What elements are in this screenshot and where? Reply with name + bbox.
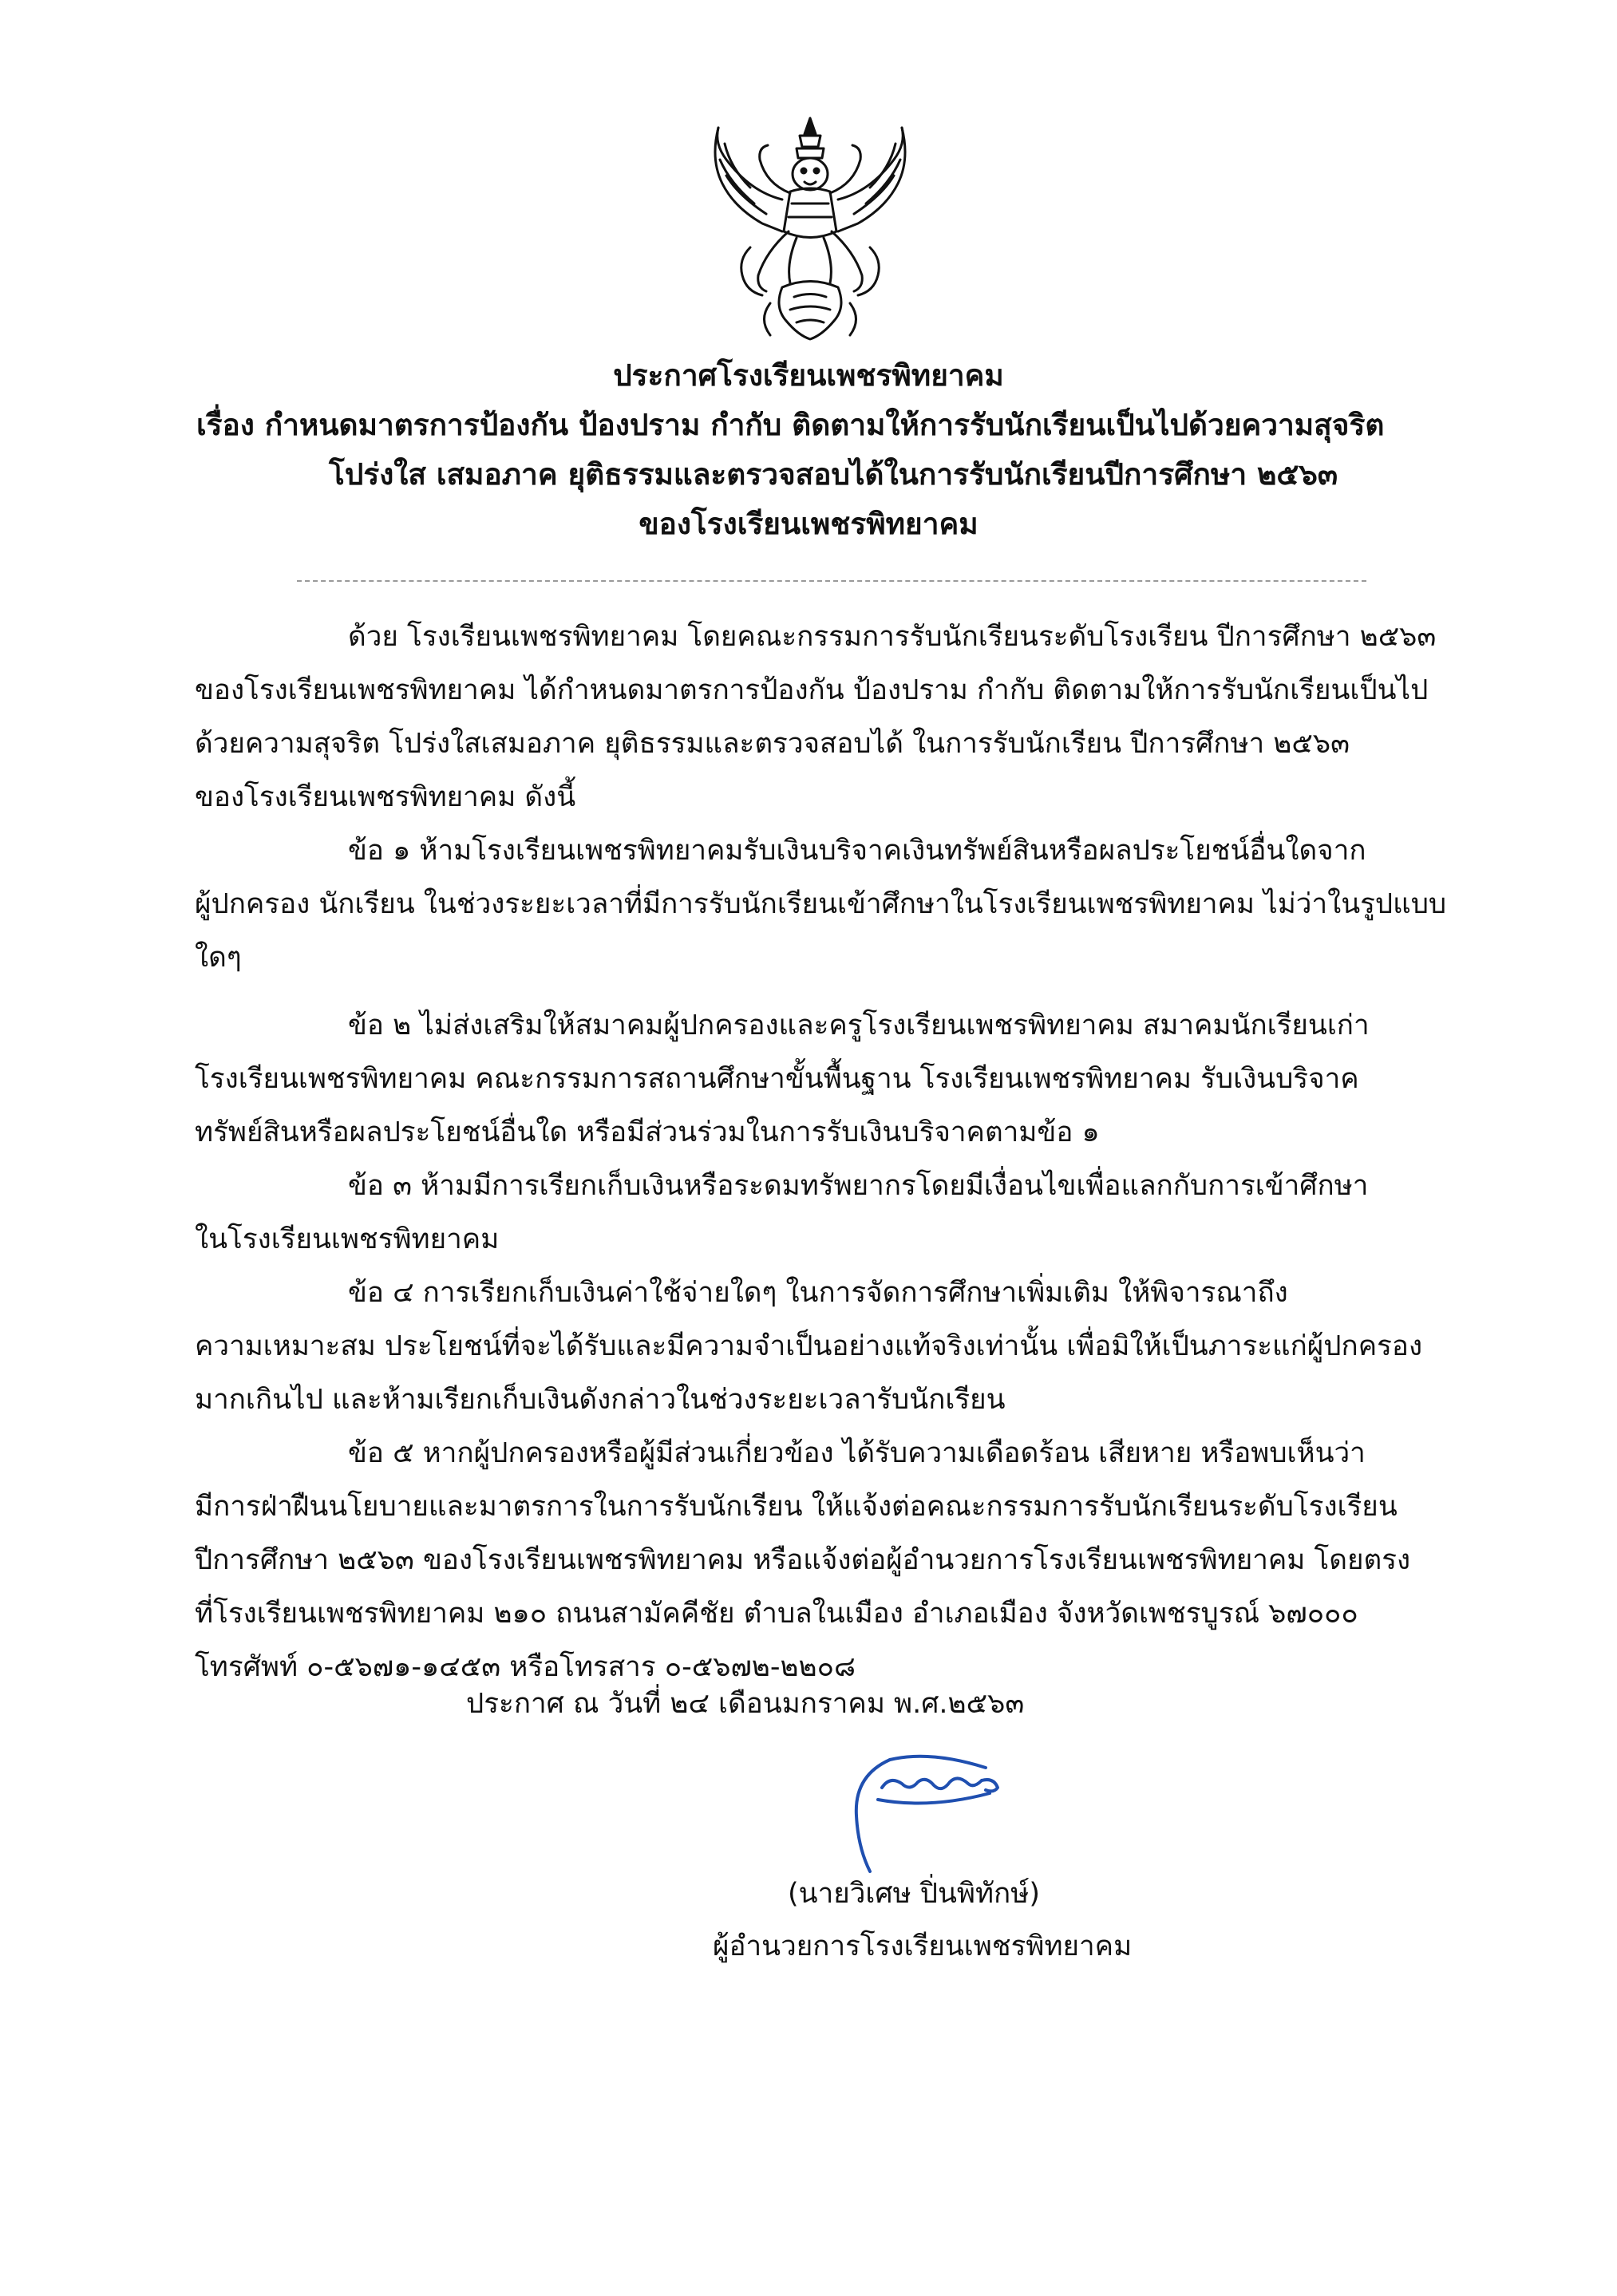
paragraph-line: โรงเรียนเพชรพิทยาคม คณะกรรมการสถานศึกษาขั้นพื้นฐาน โรงเรียนเพชรพิทยาคม รับเงินบริจาค xyxy=(195,1063,1359,1095)
paragraph-line: มีการฝ่าฝืนนโยบายและมาตรการในการรับนักเรียน ให้แจ้งต่อคณะกรรมการรับนักเรียนระดับโรงเรียน xyxy=(195,1491,1398,1523)
clause-2-paragraph xyxy=(195,999,1464,1160)
paragraph-line: ผู้ปกครอง นักเรียน ในช่วงระยะเวลาที่มีการรับนักเรียนเข้าศึกษาในโรงเรียนเพชรพิทยาคม ไม่ว่าในรูปแบบ xyxy=(195,888,1447,920)
paragraph-line: มากเกินไป และห้ามเรียกเก็บเงินดังกล่าวในช่วงระยะเวลารับนักเรียน xyxy=(195,1384,1006,1416)
paragraph-line: ทรัพย์สินหรือผลประโยชน์อื่นใด หรือมีส่วนร่วมในการรับเงินบริจาคตามข้อ ๑ xyxy=(195,1116,1100,1148)
garuda-emblem-icon xyxy=(702,112,918,347)
title-line-1: ประกาศโรงเรียนเพชรพิทยาคม xyxy=(613,358,1004,393)
paragraph-line: ความเหมาะสม ประโยชน์ที่จะได้รับและมีความจำเป็นอย่างแท้จริงเท่านั้น เพื่อมิให้เป็นภาระแก่ผู้ปกครอง xyxy=(195,1330,1423,1362)
document-title xyxy=(144,351,1473,549)
clause-3-paragraph xyxy=(195,1160,1464,1267)
signer-title: ผู้อำนวยการโรงเรียนเพชรพิทยาคม xyxy=(713,1930,1133,1962)
paragraph-line: ของโรงเรียนเพชรพิทยาคม ดังนี้ xyxy=(195,781,576,813)
paragraph-line: ข้อ ๑ ห้ามโรงเรียนเพชรพิทยาคมรับเงินบริจาคเงินทรัพย์สินหรือผลประโยชน์อื่นใดจาก xyxy=(348,835,1366,867)
paragraph-line: ข้อ ๕ หากผู้ปกครองหรือผู้มีส่วนเกี่ยวข้อง ได้รับความเดือดร้อน เสียหาย หรือพบเห็นว่า xyxy=(348,1437,1366,1469)
paragraph-line: ในโรงเรียนเพชรพิทยาคม xyxy=(195,1223,500,1255)
clause-1-paragraph xyxy=(195,824,1464,985)
paragraph-line: โทรศัพท์ ๐-๕๖๗๑-๑๔๕๓ หรือโทรสาร ๐-๕๖๗๒-๒๒๐๘ xyxy=(195,1651,856,1683)
clause-4-paragraph xyxy=(195,1267,1464,1427)
paragraph-line: ที่โรงเรียนเพชรพิทยาคม ๒๑๐ ถนนสามัคคีชัย ตำบลในเมือง อำเภอเมือง จังหวัดเพชรบูรณ์ ๖๗๐๐๐ xyxy=(195,1598,1358,1630)
dashed-divider xyxy=(297,580,1366,582)
handwritten-signature-icon xyxy=(834,1744,1026,1879)
paragraph-line: ด้วย โรงเรียนเพชรพิทยาคม โดยคณะกรรมการรับนักเรียนระดับโรงเรียน ปีการศึกษา ๒๕๖๓ xyxy=(348,621,1437,653)
title-line-4: ของโรงเรียนเพชรพิทยาคม xyxy=(638,507,979,541)
paragraph-line: ของโรงเรียนเพชรพิทยาคม ได้กำหนดมาตรการป้องกัน ป้องปราม กำกับ ติดตามให้การรับนักเรียนเป็นไป xyxy=(195,674,1429,706)
title-line-3: โปร่งใส เสมอภาค ยุติธรรมและตรวจสอบได้ในการรับนักเรียนปีการศึกษา ๒๕๖๓ xyxy=(329,457,1338,492)
paragraph-line: ด้วยความสุจริต โปร่งใสเสมอภาค ยุติธรรมและตรวจสอบได้ ในการรับนักเรียน ปีการศึกษา ๒๕๖๓ xyxy=(195,728,1350,760)
clause-5-paragraph xyxy=(195,1427,1464,1694)
paragraph-line: ข้อ ๓ ห้ามมีการเรียกเก็บเงินหรือระดมทรัพยากรโดยมีเงื่อนไขเพื่อแลกกับการเข้าศึกษา xyxy=(348,1170,1369,1202)
paragraph-line: ใดๆ xyxy=(195,942,242,974)
paragraph-line: ปีการศึกษา ๒๕๖๓ ของโรงเรียนเพชรพิทยาคม หรือแจ้งต่อผู้อำนวยการโรงเรียนเพชรพิทยาคม โดยตรง xyxy=(195,1544,1411,1576)
signer-name: (นายวิเศษ ปิ่นพิทักษ์) xyxy=(788,1878,1040,1910)
paragraph-line: ข้อ ๔ การเรียกเก็บเงินค่าใช้จ่ายใดๆ ในการจัดการศึกษาเพิ่มเติม ให้พิจารณาถึง xyxy=(348,1277,1288,1309)
document-body xyxy=(195,611,1464,1694)
paragraph-line: ข้อ ๒ ไม่ส่งเสริมให้สมาคมผู้ปกครองและครูโรงเรียนเพชรพิทยาคม สมาคมนักเรียนเก่า xyxy=(348,1010,1370,1041)
title-line-2: เรื่อง กำหนดมาตรการป้องกัน ป้องปราม กำกับ ติดตามให้การรับนักเรียนเป็นไปด้วยความสุจริต xyxy=(196,408,1385,442)
announcement-date: ประกาศ ณ วันที่ ๒๔ เดือนมกราคม พ.ศ.๒๕๖๓ xyxy=(466,1688,1025,1720)
intro-paragraph xyxy=(195,611,1464,824)
